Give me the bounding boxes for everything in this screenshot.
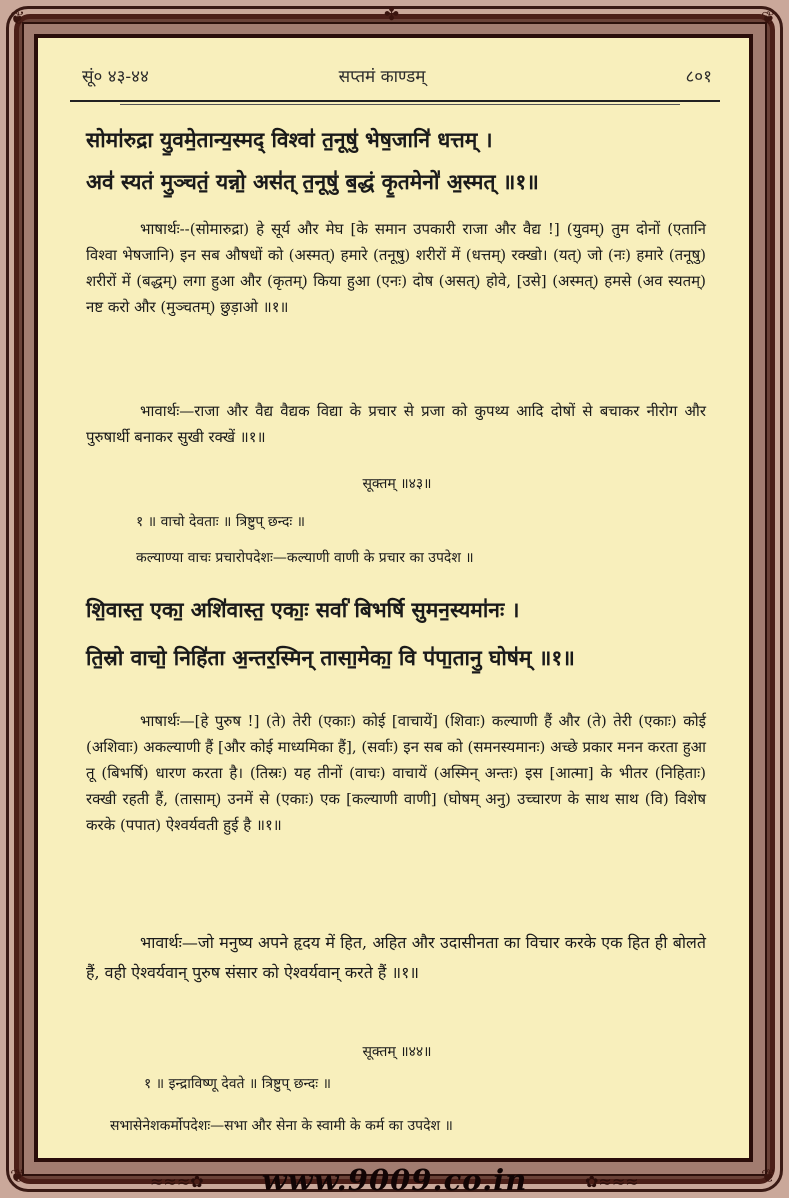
corner-ornament-icon: ❦ [761, 8, 777, 29]
mantra-1-line-1: सोमा॑रुद्रा यु॒वमे॒तान्य॒स्मद् विश्वा॑ त॒नूषु॑ भेष॒जानि॑ धत्तम् । [86, 127, 493, 152]
flourish-left-icon: ≈≈≈✿ [150, 1172, 204, 1191]
page-header [52, 64, 712, 94]
mantra-2-line-1: शि॒वास्त॒ एका॒ अशि॑वास्त॒ एकाः॒ सर्वा॑ बिभर्षि सुमन॒स्यमा॑नः । [86, 597, 520, 622]
kanda-title: सप्तमं काण्डम् [338, 67, 426, 87]
bhasharth-2: भाषार्थः—[हे पुरुष !] (ते) तेरी (एकाः) कोई [वाचायें] (शिवाः) कल्याणी हैं और (ते) तेरी (एकाः) कोई (अशिवाः) अकल्याणी हैं [और कोई माध्यमिका हैं], (सर्वाः) इन सब को (समनस्यमानः) अच्छे प्रकार मनन करता हुआ तू (बिभर्षि) धारण करता है। (तिस्रः) यह तीनों (वाचः) वाचायें (अस्मिन् अन्तः) इस [आत्मा] के भीतर (निहिताः) रक्खी रहती हैं, (तासाम्) उनमें से (एकाः) एक [कल्याणी वाणी] (घोषम् अनु) उच्चारण के साथ साथ (वि) विशेष करके (पपात) ऐश्वर्यवती हुई है ॥१॥ [86, 712, 706, 834]
sukta-range: सूं० ४३-४४ [82, 67, 149, 87]
flourish-right-icon: ✿≈≈≈ [585, 1172, 639, 1191]
mantra-2-line-2: ति॒स्रो वाचो॒ निहि॑ता अ॒न्तर॒स्मिन् तासा॒मेका॒ वि प॑पा॒तानु॒ घोष॑म् ॥१॥ [86, 645, 575, 670]
sukta-44-upadesh: सभासेनेशकर्मोपदेशः—सभा और सेना के स्वामी के कर्म का उपदेश ॥ [110, 1118, 453, 1134]
corner-ornament-icon: ❦ [10, 1166, 26, 1187]
sukta-43-devata: १ ॥ वाचो देवताः ॥ त्रिष्टुप् छन्दः ॥ [136, 514, 306, 530]
sukta-43-title: सूक्तम् ॥४३॥ [362, 476, 432, 492]
sukta-44-devata: १ ॥ इन्द्राविष्णू देवते ॥ त्रिष्टुप् छन्दः ॥ [144, 1076, 331, 1092]
site-watermark: www.9009.co.in [261, 1163, 528, 1197]
top-ornament-icon: ✤ [384, 4, 400, 25]
sukta-43-upadesh: कल्याण्या वाचः प्रचारोपदेशः—कल्याणी वाणी के प्रचार का उपदेश ॥ [136, 550, 474, 566]
sukta-44-title: सूक्तम् ॥४४॥ [362, 1044, 432, 1060]
bhasharth-1: भाषार्थः--(सोमारुद्रा) हे सूर्य और मेघ [के समान उपकारी राजा और वैद्य !] (युवम्) तुम दोनों (एतानि विश्वा भेषजानि) इन सब औषधों को (अस्मत्) हमारे (तनूषु) शरीरों में (धत्तम्) रक्खो। (यत्) जो (नः) हमारे (तनूषु) शरीरों में (बद्धम्) लगा हुआ और (कृतम्) किया हुआ (एनः) दोष (असत्) होवे, [उसे] (अस्मत्) हमसे (अव स्यतम्) नष्ट करो और (मुञ्चतम्) छुड़ाओ ॥१॥ [86, 220, 706, 316]
corner-ornament-icon: ❦ [761, 1166, 777, 1187]
header-rule-thin [120, 104, 680, 105]
mantra-1-line-2: अव॑ स्यतं मु॒ञ्चतं॒ यन्नो॒ अस॑त् त॒नूषु॑ ब॒द्धं कृ॒तमेनो॑ अ॒स्मत् ॥१॥ [86, 169, 539, 194]
bhavarth-1: भावार्थः—राजा और वैद्य वैद्यक विद्या के प्रचार से प्रजा को कुपथ्य आदि दोषों से बचाकर नीरोग और पुरुषार्थी बनाकर सुखी रक्खें ॥१॥ [86, 402, 706, 446]
bhavarth-2: भावार्थः—जो मनुष्य अपने हृदय में हित, अहित और उदासीनता का विचार करके एक हित ही बोलते हैं, वही ऐश्वर्यवान् पुरुष संसार को ऐश्वर्यवान् करते हैं ॥१॥ [86, 933, 706, 982]
page-number: ८०१ [685, 67, 712, 87]
corner-ornament-icon: ❦ [10, 8, 26, 29]
header-rule [70, 100, 720, 102]
